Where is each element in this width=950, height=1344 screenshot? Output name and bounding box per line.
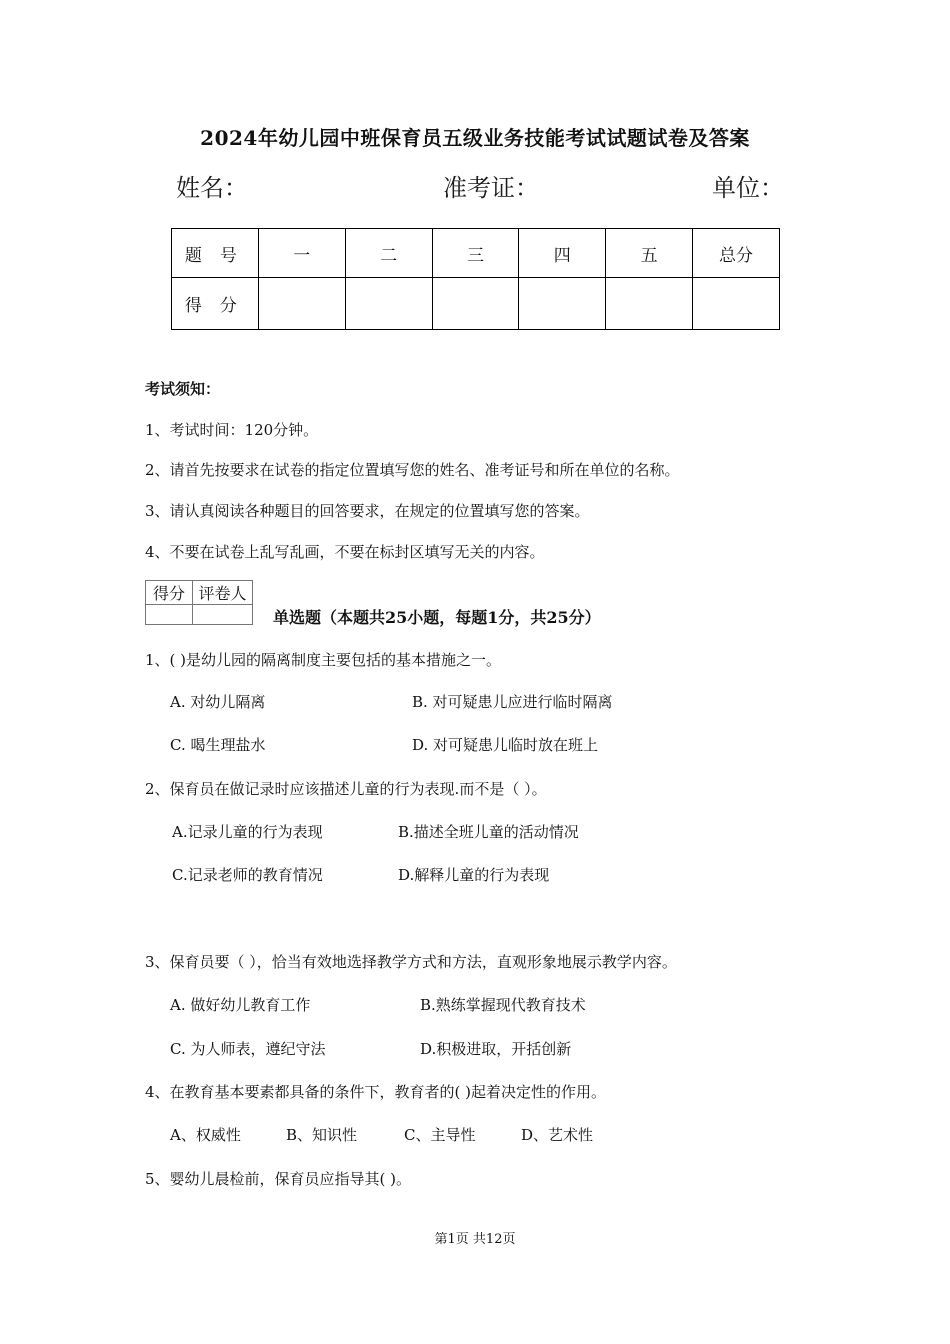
- question-stem: 4、在教育基本要素都具备的条件下，教育者的( )起着决定性的作用。: [145, 1083, 607, 1101]
- question-option: A. 做好幼儿教育工作: [170, 996, 311, 1014]
- name-label: 姓名：: [176, 174, 248, 202]
- score-row-label: 得分: [172, 278, 259, 330]
- notice-title: 考试须知：: [145, 380, 221, 398]
- question-option: B. 对可疑患儿应进行临时隔离: [412, 693, 613, 711]
- column-header: 四: [519, 229, 606, 278]
- grader-box: [145, 580, 253, 625]
- question-option: D.积极进取，开括创新: [420, 1040, 572, 1058]
- page-title: 2024年幼儿园中班保育员五级业务技能考试试题试卷及答案: [200, 126, 750, 150]
- question-option: C、主导性: [404, 1126, 476, 1144]
- score-table-header-row: [172, 229, 780, 278]
- notice-item: 4、不要在试卷上乱写乱画，不要在标封区填写无关的内容。: [145, 543, 545, 561]
- score-cell[interactable]: [606, 278, 693, 330]
- page-footer: 第1页 共12页: [434, 1232, 516, 1247]
- question-stem: 2、保育员在做记录时应该描述儿童的行为表现.而不是（ ）。: [145, 780, 547, 798]
- question-option: A.记录儿童的行为表现: [172, 823, 323, 841]
- score-cell[interactable]: [345, 278, 432, 330]
- question-stem: 5、婴幼儿晨检前，保育员应指导其( )。: [145, 1170, 412, 1188]
- question-option: D.解释儿童的行为表现: [398, 866, 550, 884]
- column-header: 五: [606, 229, 693, 278]
- question-option: D、艺术性: [521, 1126, 594, 1144]
- question-option: C. 为人师表，遵纪守法: [170, 1040, 326, 1058]
- grader-name-label: 评卷人: [193, 581, 253, 605]
- question-stem: 3、保育员要（ ），恰当有效地选择教学方式和方法，直观形象地展示教学内容。: [145, 953, 677, 971]
- exam-id-label: 准考证：: [443, 174, 539, 202]
- question-number-header: 题号: [172, 229, 259, 278]
- question-option: C.记录老师的教育情况: [172, 866, 323, 884]
- question-option: D. 对可疑患儿临时放在班上: [412, 736, 599, 754]
- notice-item: 2、请首先按要求在试卷的指定位置填写您的姓名、准考证号和所在单位的名称。: [145, 461, 680, 479]
- question-option: C. 喝生理盐水: [170, 736, 266, 754]
- question-option: A、权威性: [170, 1126, 241, 1144]
- question-option: B.熟练掌握现代教育技术: [420, 996, 586, 1014]
- unit-label: 单位：: [712, 174, 784, 202]
- notice-item: 3、请认真阅读各种题目的回答要求，在规定的位置填写您的答案。: [145, 502, 590, 520]
- question-option: B.描述全班儿童的活动情况: [398, 823, 579, 841]
- score-cell[interactable]: [519, 278, 606, 330]
- question-option: B、知识性: [286, 1126, 358, 1144]
- grader-score-cell[interactable]: [146, 605, 193, 625]
- question-stem: 1、( )是幼儿园的隔离制度主要包括的基本措施之一。: [145, 651, 502, 669]
- column-header: 总分: [693, 229, 780, 278]
- grader-name-cell[interactable]: [193, 605, 253, 625]
- question-option: A. 对幼儿隔离: [170, 693, 266, 711]
- section-title: 单选题（本题共25小题，每题1分，共25分）: [273, 608, 601, 627]
- grader-box-header: [146, 581, 253, 605]
- column-header: 二: [345, 229, 432, 278]
- score-cell[interactable]: [693, 278, 780, 330]
- score-table: [171, 228, 780, 330]
- score-cell[interactable]: [258, 278, 345, 330]
- column-header: 三: [432, 229, 519, 278]
- grader-score-label: 得分: [146, 581, 193, 605]
- column-header: 一: [258, 229, 345, 278]
- grader-box-entry: [146, 605, 253, 625]
- score-table-score-row: [172, 278, 780, 330]
- score-cell[interactable]: [432, 278, 519, 330]
- notice-item: 1、考试时间：120分钟。: [145, 421, 319, 439]
